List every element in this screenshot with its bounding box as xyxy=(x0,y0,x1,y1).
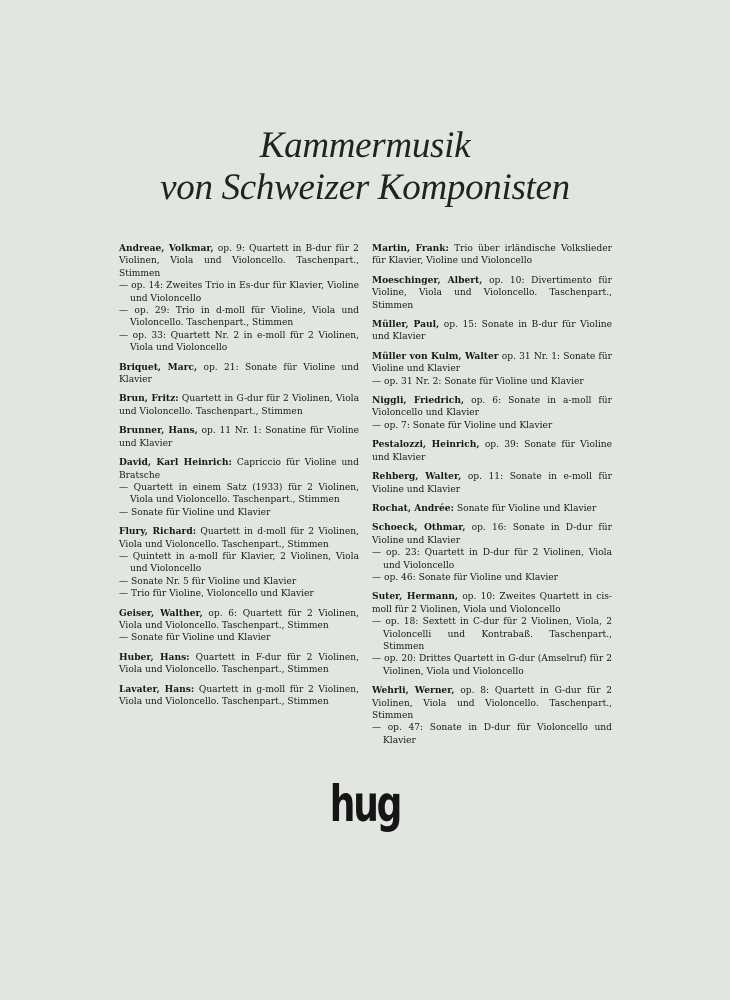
composer-name: Rehberg, Walter, xyxy=(372,471,462,483)
work-line-first xyxy=(119,608,359,633)
work-line xyxy=(119,330,359,355)
work-line xyxy=(119,482,359,507)
work-line-first xyxy=(372,591,612,616)
composer-name: Pestalozzi, Heinrich, xyxy=(372,439,480,451)
composer-name: David, Karl Heinrich: xyxy=(119,457,232,469)
work-line-first xyxy=(119,652,359,677)
work-text: — op. 33: Quartett Nr. 2 in e-moll für 2 Violinen, Viola und Violoncello xyxy=(119,330,359,354)
work-text: — op. 23: Quartett in D-dur für 2 Violinen, Viola und Violoncello xyxy=(372,548,612,571)
work-text: op. 10: Zweites Quartett in cis-moll für 2 Violinen, Viola und Violoncello xyxy=(372,592,612,615)
composer-name: Flury, Richard: xyxy=(119,526,197,538)
work-text: — op. 18: Sextett in C-dur für 2 Violinen, Viola, 2 Violoncelli und Kontrabaß. Taschenpart., Stimmen xyxy=(372,617,612,652)
work-line xyxy=(372,376,612,388)
composer-name: Müller, Paul, xyxy=(372,319,440,331)
work-line-first xyxy=(372,351,612,376)
composer-name: Müller von Kulm, Walter xyxy=(372,350,499,362)
work-text: — op. 47: Sonate in D-dur für Violoncello und Klavier xyxy=(372,723,612,746)
work-text: — Sonate für Violine und Klavier xyxy=(119,507,271,518)
composer-name: Moeschinger, Albert, xyxy=(372,274,483,286)
work-line-first xyxy=(119,457,359,482)
composer-name: Martin, Frank: xyxy=(372,243,449,254)
work-text: Sonate für Violine und Klavier xyxy=(456,503,597,514)
work-text: op. 39: Sonate für Violine und Klavier xyxy=(372,440,612,463)
title-line-2: von Schweizer Komponisten xyxy=(160,167,570,208)
catalog-column-right xyxy=(372,243,612,754)
catalog-entry xyxy=(372,351,612,388)
work-text: op. 9: Quartett in B-dur für 2 Violinen, Viola und Violoncello. Taschenpart., Stimmen xyxy=(119,244,359,279)
work-text: Quartett in F-dur für 2 Violinen, Viola und Violoncello. Taschenpart., Stimmen xyxy=(119,652,359,676)
work-text: op. 8: Quartett in G-dur für 2 Violinen, Viola und Violoncello. Taschenpart., Stimmen xyxy=(372,686,612,721)
work-line-first xyxy=(119,684,359,709)
work-line-first xyxy=(119,362,359,387)
catalog-entry xyxy=(372,522,612,584)
work-text: — Sonate Nr. 5 für Violine und Klavier xyxy=(119,576,297,587)
work-line-first xyxy=(372,503,612,515)
publisher-logo: hug xyxy=(329,775,401,833)
work-text: op. 21: Sonate für Violine und Klavier xyxy=(119,362,359,386)
catalog-entry xyxy=(119,457,359,519)
catalog-column-left xyxy=(119,243,359,715)
work-text: op. 6: Quartett für 2 Violinen, Viola und Violoncello. Taschenpart., Stimmen xyxy=(119,608,359,631)
work-text: op. 10: Divertimento für Violine, Viola und Violoncello. Taschenpart., Stimmen xyxy=(372,275,612,311)
catalog-entry xyxy=(119,526,359,600)
work-text: — Quintett in a-moll für Klavier, 2 Violinen, Viola und Violoncello xyxy=(119,551,359,575)
work-text: — op. 20: Drittes Quartett in G-dur (Amselruf) für 2 Violinen, Viola und Violoncello xyxy=(372,654,612,677)
catalog-entry xyxy=(372,685,612,747)
composer-name: Brun, Fritz: xyxy=(119,393,179,405)
composer-name: Geiser, Walther, xyxy=(119,607,203,619)
work-line xyxy=(372,572,612,584)
work-line xyxy=(119,632,359,644)
work-line-first xyxy=(372,319,612,344)
work-line-first xyxy=(119,526,359,551)
work-line xyxy=(372,653,612,678)
catalog-entry xyxy=(119,652,359,677)
page-title xyxy=(0,125,730,209)
work-line-first xyxy=(372,275,612,312)
work-text: Quartett in g-moll für 2 Violinen, Viola und Violoncello. Taschenpart., Stimmen xyxy=(119,684,359,707)
composer-name: Lavater, Hans: xyxy=(119,683,195,695)
work-line xyxy=(119,507,359,519)
composer-name: Schoeck, Othmar, xyxy=(372,522,466,534)
composer-name: Huber, Hans: xyxy=(119,651,190,663)
work-line xyxy=(372,547,612,572)
work-text: — Sonate für Violine und Klavier xyxy=(119,633,271,644)
work-text: — op. 31 Nr. 2: Sonate für Violine und Klavier xyxy=(372,376,584,387)
work-text: — Quartett in einem Satz (1933) für 2 Violinen, Viola und Violoncello. Taschenpart., Stimmen xyxy=(119,482,359,506)
work-line-first xyxy=(119,425,359,450)
catalog-entry xyxy=(119,362,359,387)
composer-name: Rochat, Andrée: xyxy=(372,502,454,514)
catalog-entry xyxy=(372,395,612,432)
catalog-entry xyxy=(119,425,359,450)
work-line-first xyxy=(372,471,612,496)
work-text: op. 11: Sonate in e-moll für Violine und Klavier xyxy=(372,472,612,495)
catalog-entry xyxy=(372,591,612,678)
composer-name: Andreae, Volkmar, xyxy=(119,243,214,254)
work-text: op. 16: Sonate in D-dur für Violine und Klavier xyxy=(372,523,612,546)
work-text: — Trio für Violine, Violoncello und Klavier xyxy=(119,589,314,600)
work-line xyxy=(372,722,612,747)
catalog-entry xyxy=(119,608,359,645)
catalog-entry xyxy=(119,393,359,418)
composer-name: Briquet, Marc, xyxy=(119,361,198,373)
work-line xyxy=(119,280,359,305)
work-line-first xyxy=(119,243,359,280)
work-text: Trio über irländische Volkslieder für Klavier, Violine und Violoncello xyxy=(372,244,612,267)
work-line-first xyxy=(372,395,612,420)
composer-name: Suter, Hermann, xyxy=(372,591,458,603)
work-text: Quartett in G-dur für 2 Violinen, Viola und Violoncello. Taschenpart., Stimmen xyxy=(119,394,360,417)
work-line xyxy=(372,616,612,653)
catalog-entry xyxy=(119,243,359,355)
catalog-entry xyxy=(372,503,612,515)
work-text: — op. 7: Sonate für Violine und Klavier xyxy=(372,420,553,431)
title-line-1: Kammermusik xyxy=(259,125,471,166)
work-line xyxy=(119,576,359,588)
composer-name: Niggli, Friedrich, xyxy=(372,395,465,407)
work-line xyxy=(119,588,359,600)
work-line-first xyxy=(372,522,612,547)
work-line-first xyxy=(372,439,612,464)
work-text: op. 15: Sonate in B-dur für Violine und Klavier xyxy=(372,320,612,343)
catalog-entry xyxy=(372,319,612,344)
work-line-first xyxy=(119,393,359,418)
work-line xyxy=(119,551,359,576)
work-text: — op. 14: Zweites Trio in Es-dur für Klavier, Violine und Violoncello xyxy=(119,281,359,304)
composer-name: Brunner, Hans, xyxy=(119,425,198,437)
work-text: op. 11 Nr. 1: Sonatine für Violine und Klavier xyxy=(119,426,359,449)
catalog-entry xyxy=(372,243,612,268)
work-line-first xyxy=(372,243,612,268)
catalog-entry xyxy=(119,684,359,709)
work-line xyxy=(119,305,359,330)
composer-name: Wehrli, Werner, xyxy=(372,685,455,697)
work-text: Capriccio für Violine und Bratsche xyxy=(119,458,359,481)
catalog-entry xyxy=(372,439,612,464)
catalog-entry xyxy=(372,275,612,312)
work-text: Quartett in d-moll für 2 Violinen, Viola und Violoncello. Taschenpart., Stimmen xyxy=(119,527,359,550)
work-line-first xyxy=(372,685,612,722)
work-text: — op. 46: Sonate für Violine und Klavier xyxy=(372,572,559,583)
work-text: op. 6: Sonate in a-moll für Violoncello und Klavier xyxy=(372,396,612,419)
catalog-entry xyxy=(372,471,612,496)
work-text: op. 31 Nr. 1: Sonate für Violine und Klavier xyxy=(372,351,612,375)
work-line xyxy=(372,420,612,432)
work-text: — op. 29: Trio in d-moll für Violine, Viola und Violoncello. Taschenpart., Stimmen xyxy=(119,306,359,329)
